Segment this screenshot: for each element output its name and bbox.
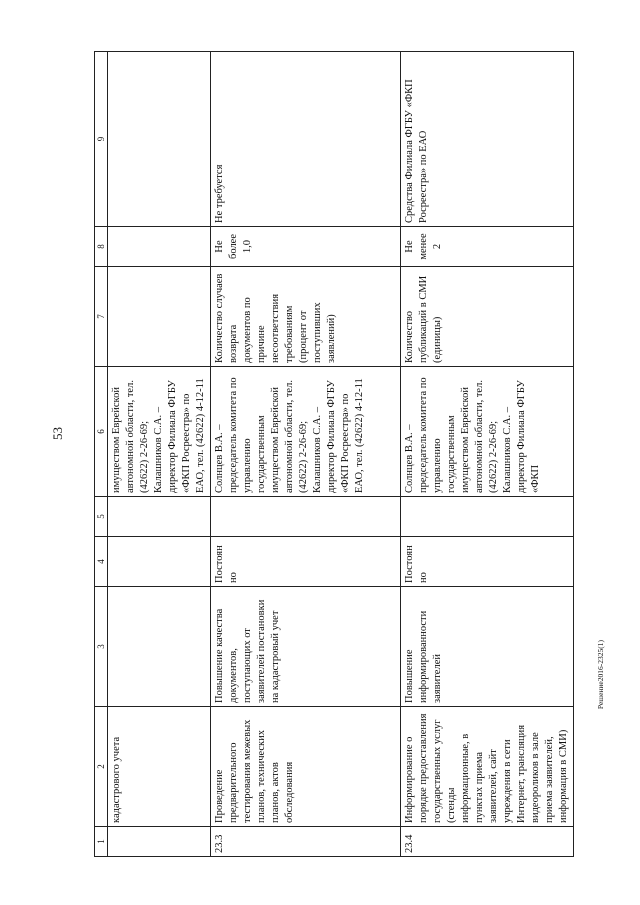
header-col-3: 3 (95, 587, 108, 707)
row-event: Проведение предварительного тестирования межевых планов, технических планов, актов обследования (211, 707, 401, 827)
document-reference: Решение2016-2325(1) (596, 640, 605, 710)
row-responsible: Солнцев В.А. – председатель комитета по управлению государственным имуществом Еврейской автономной области, тел. (42622) 2-26-69; Калашников С.А. – директор Филиала ФГБУ «ФКП (401, 367, 574, 497)
row-col5 (211, 497, 401, 537)
row-value: Не более 1,0 (211, 227, 401, 267)
row-event: Информирование о порядке предоставления государственных услуг (стенды информационные, в пунктах приема заявителей, сайт учреждения в сети Интернет, трансляция видеороликов в зале приема заявителей, информация в СМИ) (401, 707, 574, 827)
header-col-5: 5 (95, 497, 108, 537)
header-col-8: 8 (95, 227, 108, 267)
header-col-7: 7 (95, 267, 108, 367)
row-responsible: Солнцев В.А. – председатель комитета по управлению государственным имуществом Еврейской автономной области, тел. (42622) 2-26-69; Калашников С.А. – директор Филиала ФГБУ «ФКП Росреестра» по ЕАО, тел. (42622) 4-12-11 (211, 367, 401, 497)
table-row (211, 52, 401, 857)
measures-table (94, 51, 574, 857)
row-period: Постоянно (211, 537, 401, 587)
continuation-event: кадастрового учета (108, 707, 211, 827)
row-funding: Не требуется (211, 52, 401, 227)
row-number: 23.4 (401, 827, 574, 857)
continuation-responsible: имуществом Еврейской автономной области, тел. (42622) 2-26-69; Калашников С.А. – директор Филиала ФГБУ «ФКП Росреестра» по ЕАО, тел. (42622) 4-12-11 (108, 367, 211, 497)
continuation-row (108, 52, 211, 857)
row-period: Постоянно (401, 537, 574, 587)
row-number: 23.3 (211, 827, 401, 857)
header-col-9: 9 (95, 52, 108, 227)
rotated-table-container (94, 52, 569, 857)
table-row (401, 52, 574, 857)
row-indicator: Количество случаев возврата документов по причине несоответствия требованиям (процент от поступивших заявлений) (211, 267, 401, 367)
header-col-4: 4 (95, 537, 108, 587)
header-col-2: 2 (95, 707, 108, 827)
row-goal: Повышение качества документов, поступающих от заявителей постановки на кадастровый учет (211, 587, 401, 707)
header-col-6: 6 (95, 367, 108, 497)
row-value: Не менее 2 (401, 227, 574, 267)
row-col5 (401, 497, 574, 537)
header-col-1: 1 (95, 827, 108, 857)
page-number: 53 (50, 427, 65, 440)
row-goal: Повышение информированности заявителей (401, 587, 574, 707)
header-row (95, 52, 108, 857)
row-indicator: Количество публикаций в СМИ (единицы) (401, 267, 574, 367)
row-funding: Средства Филиала ФГБУ «ФКП Росреестра» по ЕАО (401, 52, 574, 227)
